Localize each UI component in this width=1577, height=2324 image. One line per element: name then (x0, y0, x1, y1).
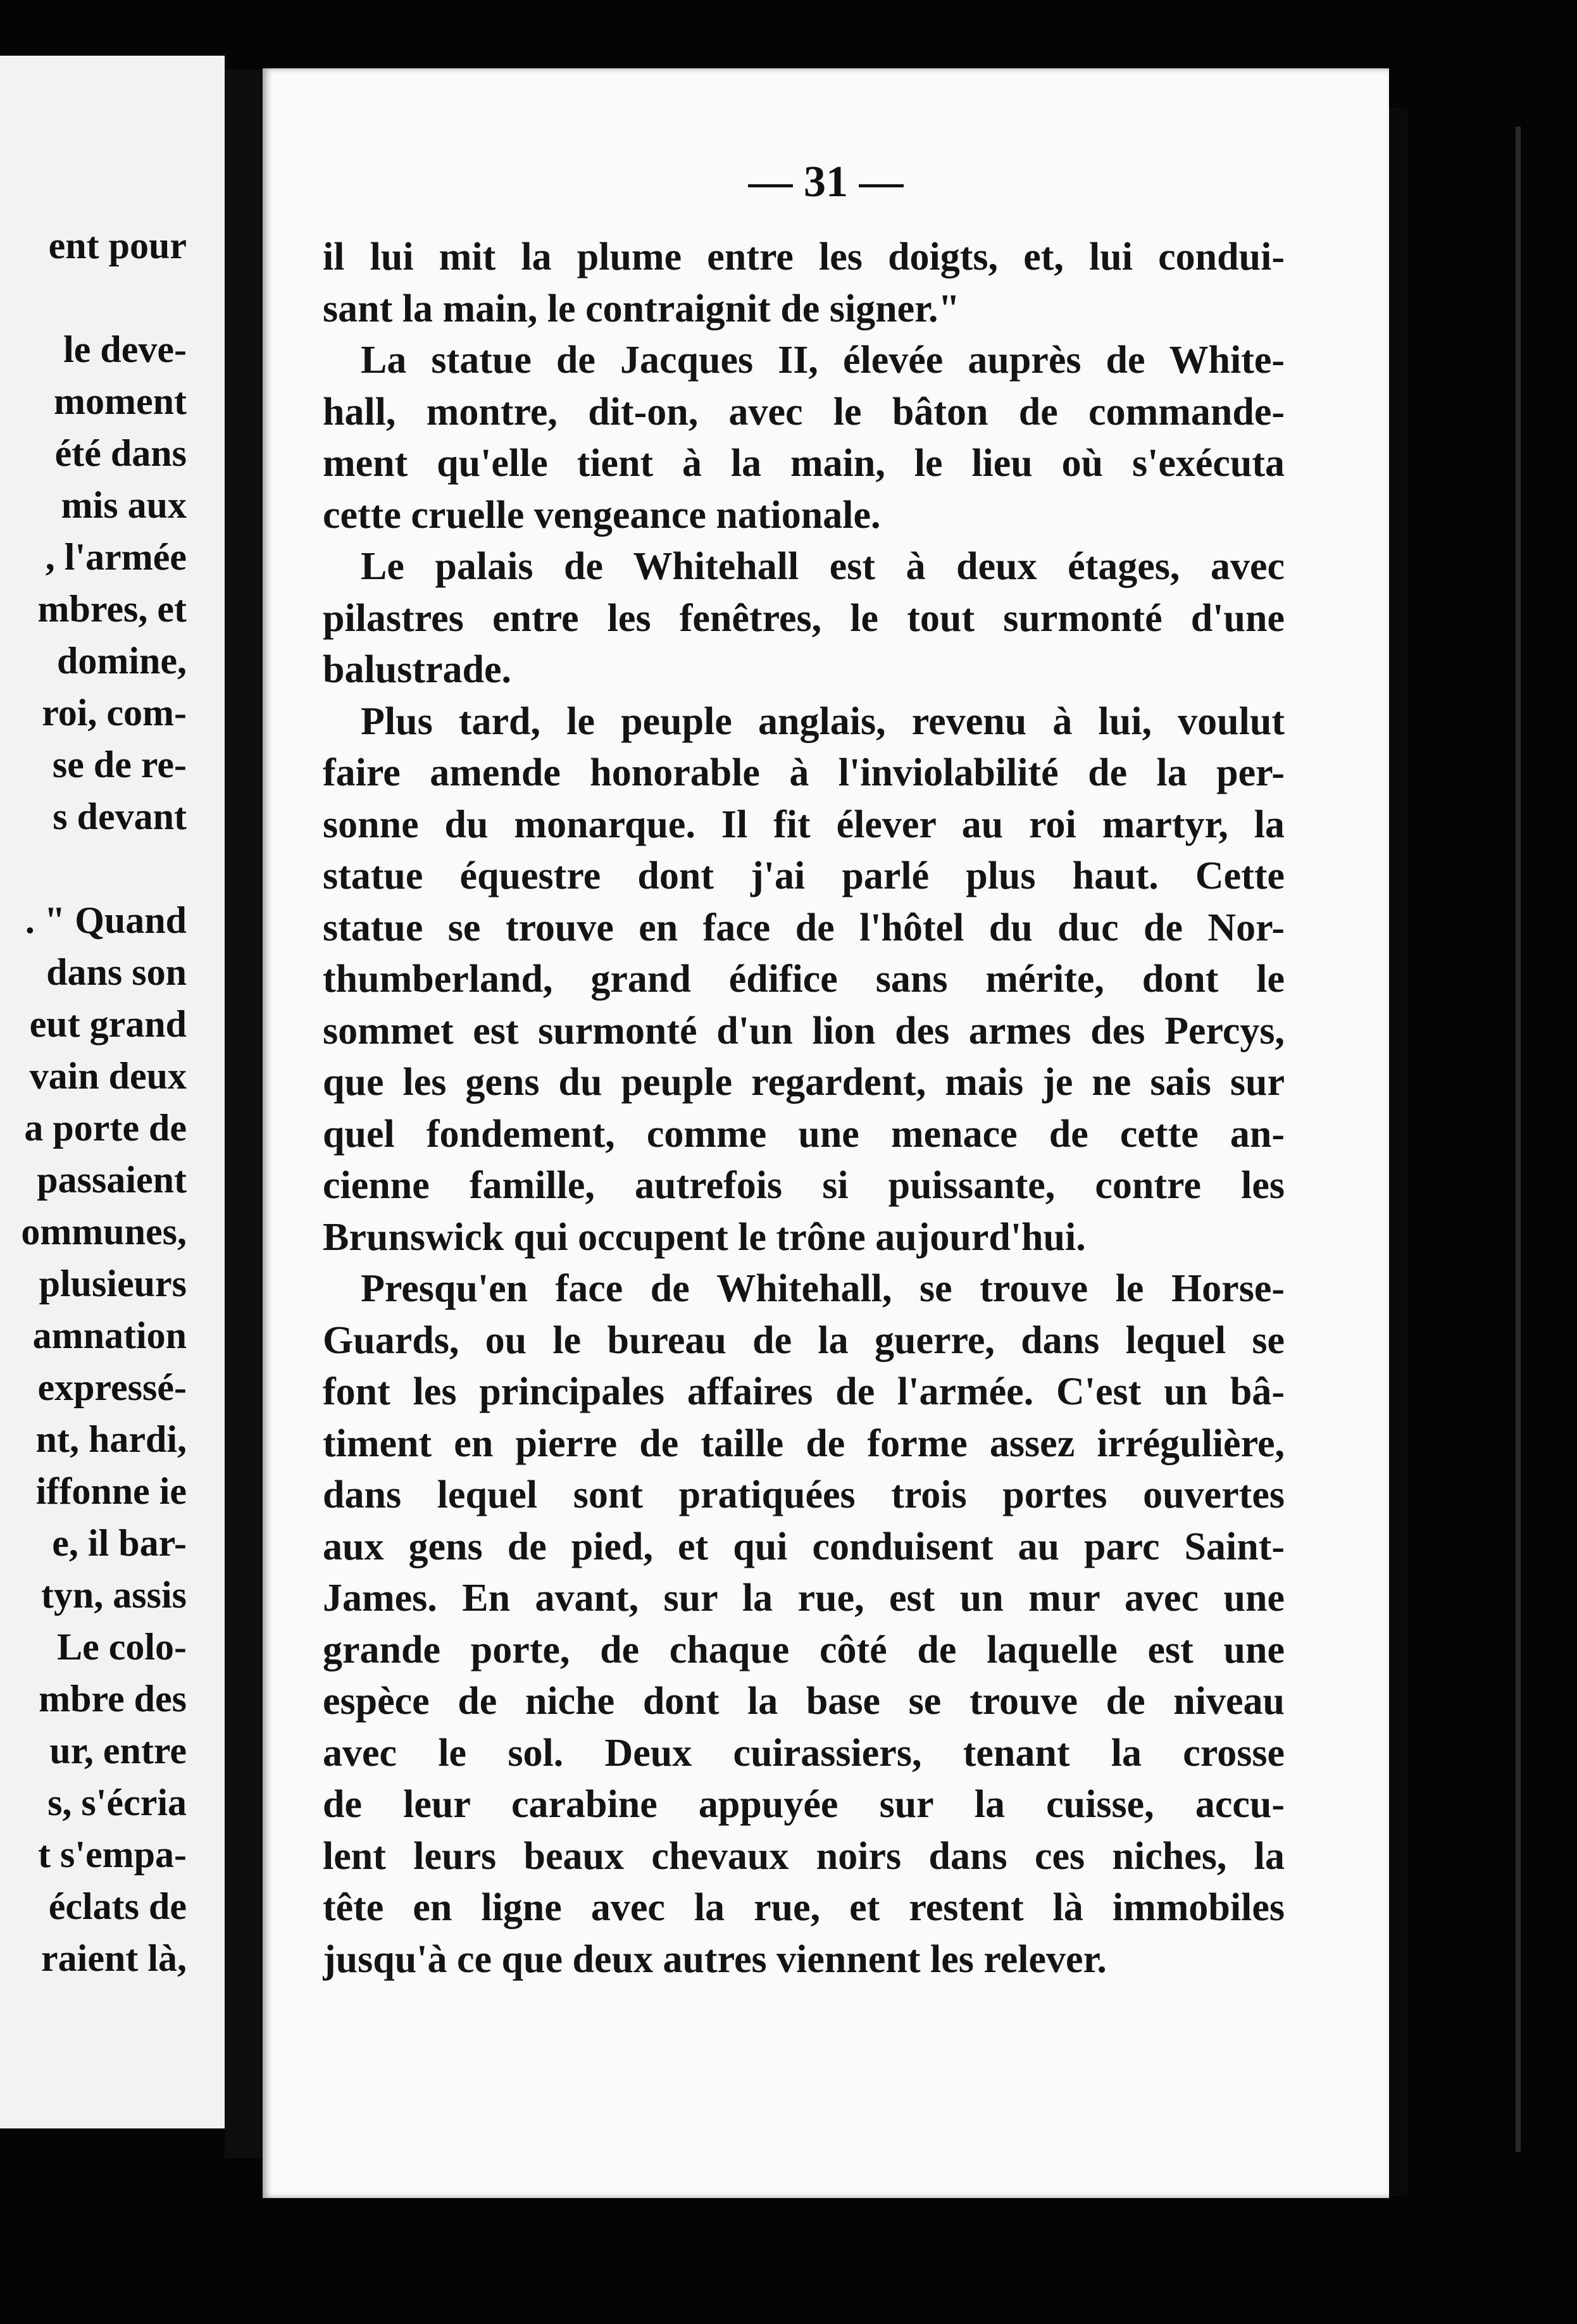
previous-page-line: s, s'écria (47, 1782, 187, 1823)
previous-page-line: nt, hardi, (35, 1418, 187, 1460)
previous-page-line: a porte de (24, 1107, 187, 1149)
previous-page-line: le deve- (63, 328, 187, 370)
text-line: pilastres entre les fenêtres, le tout surmonté d'une (323, 596, 1285, 640)
text-line: sant la main, le contraignit de signer." (323, 287, 960, 330)
previous-page-line: eut grand (29, 1003, 187, 1045)
previous-page-line: moment (54, 380, 187, 422)
text-line: tête en ligne avec la rue, et restent là immobiles (323, 1886, 1285, 1929)
text-line: faire amende honorable à l'inviolabilité de la per- (323, 751, 1285, 794)
text-line: de leur carabine appuyée sur la cuisse, accu- (323, 1783, 1285, 1826)
text-line: Le palais de Whitehall est à deux étages, avec (361, 545, 1285, 588)
previous-page-line: passaient (37, 1159, 187, 1201)
previous-page-line: mis aux (61, 484, 187, 526)
page-body-text (323, 232, 1285, 1985)
page-edge-shadow (1389, 108, 1408, 2196)
previous-page-line: tyn, assis (41, 1574, 187, 1616)
book-page (263, 68, 1389, 2198)
text-line: grande porte, de chaque côté de laquelle est une (323, 1628, 1285, 1671)
text-line: lent leurs beaux chevaux noirs dans ces niches, la (323, 1834, 1285, 1878)
previous-page-line: ommunes, (21, 1211, 187, 1253)
text-line: James. En avant, sur la rue, est un mur avec une (323, 1577, 1285, 1620)
previous-page-line: s devant (53, 796, 187, 837)
text-line: quel fondement, comme une menace de cette an- (323, 1112, 1285, 1156)
text-line: dans lequel sont pratiquées trois portes ouvertes (323, 1473, 1285, 1516)
text-line: jusqu'à ce que deux autres viennent les relever. (323, 1937, 1107, 1981)
previous-page-line: dans son (46, 951, 187, 993)
previous-page-line: expressé- (37, 1366, 187, 1408)
previous-page-line: t s'empa- (38, 1834, 187, 1875)
previous-page-line: été dans (54, 432, 187, 474)
scanner-edge-line (1516, 127, 1521, 2152)
text-line: Plus tard, le peuple anglais, revenu à lui, voulut (361, 699, 1285, 743)
previous-page-line: e, il bar- (52, 1522, 187, 1564)
previous-page-line: ent pour (48, 225, 187, 266)
text-line: Guards, ou le bureau de la guerre, dans lequel se (323, 1318, 1285, 1362)
text-line: ment qu'elle tient à la main, le lieu où s'exécuta (323, 442, 1285, 485)
previous-page-line: vain deux (29, 1055, 187, 1097)
text-line: statue se trouve en face de l'hôtel du duc de Nor- (323, 906, 1285, 949)
text-line: sonne du monarque. Il fit élever au roi martyr, la (323, 803, 1285, 846)
text-line: font les principales affaires de l'armée. C'est un bâ- (323, 1370, 1285, 1413)
previous-page-line: plusieurs (39, 1263, 187, 1304)
text-line: balustrade. (323, 648, 511, 691)
text-line: espèce de niche dont la base se trouve de niveau (323, 1680, 1285, 1723)
text-line: sommet est surmonté d'un lion des armes des Percys, (323, 1009, 1285, 1053)
previous-page-line: ur, entre (49, 1730, 187, 1771)
text-line: La statue de Jacques II, élevée auprès de White- (361, 339, 1285, 382)
previous-page-line: iffonne ie (35, 1470, 187, 1512)
text-line: cette cruelle vengeance nationale. (323, 493, 881, 537)
previous-page-line: mbre des (39, 1678, 187, 1720)
previous-page-line: , l'armée (45, 536, 187, 578)
text-line: il lui mit la plume entre les doigts, et, lui condui- (323, 235, 1285, 278)
previous-page-line: Le colo- (57, 1626, 187, 1668)
previous-page-line: éclats de (48, 1885, 187, 1927)
text-line: avec le sol. Deux cuirassiers, tenant la crosse (323, 1731, 1285, 1775)
page-number: — 31 — (748, 158, 904, 206)
previous-page-line: raient là, (41, 1937, 187, 1979)
text-line: thumberland, grand édifice sans mérite, dont le (323, 958, 1285, 1001)
previous-page-line: domine, (56, 640, 187, 682)
text-line: timent en pierre de taille de forme assez irrégulière, (323, 1421, 1285, 1465)
text-line: que les gens du peuple regardent, mais je ne sais sur (323, 1061, 1285, 1104)
previous-page-line: se de re- (52, 744, 187, 785)
text-line: aux gens de pied, et qui conduisent au parc Saint- (323, 1525, 1285, 1568)
text-line: Presqu'en face de Whitehall, se trouve le Horse- (361, 1267, 1285, 1310)
previous-page-line: amnation (32, 1315, 187, 1356)
previous-page-line: roi, com- (42, 692, 187, 734)
previous-page-line: mbres, et (37, 588, 187, 630)
text-line: cienne famille, autrefois si puissante, contre les (323, 1164, 1285, 1207)
previous-page-line: . " Quand (25, 899, 187, 941)
text-line: statue équestre dont j'ai parlé plus haut. Cette (323, 854, 1285, 897)
text-line: Brunswick qui occupent le trône aujourd'hui. (323, 1215, 1086, 1259)
text-line: hall, montre, dit-on, avec le bâton de commande- (323, 390, 1285, 434)
previous-page-fragment (0, 56, 225, 2128)
